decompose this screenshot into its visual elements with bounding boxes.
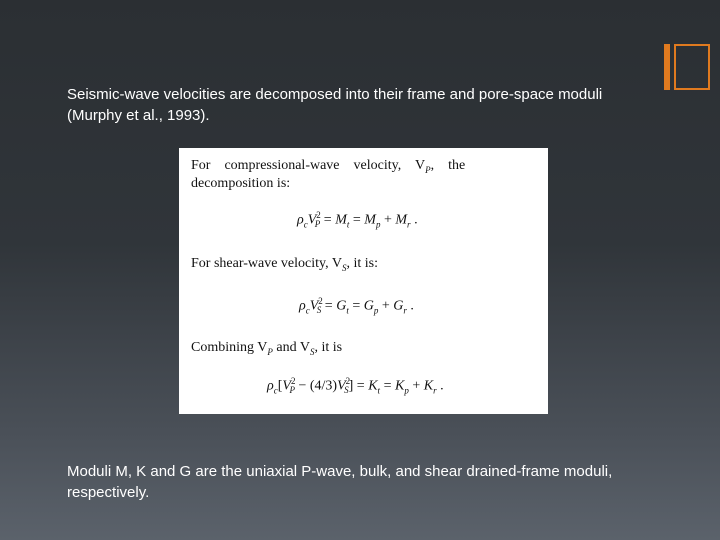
formula-line-decomposition: decomposition is:: [191, 176, 291, 191]
formula-image: [179, 148, 548, 414]
formula-line-combining: Combining $V_P$ and $V_S$, it is: [191, 340, 343, 357]
equation-compressional: $\rho_cV^2_P = M_t = M_p + M_r$ .: [297, 210, 418, 230]
accent-box: [674, 44, 710, 90]
outro-text: Moduli M, K and G are the uniaxial P-wave, bulk, and shear drained-frame moduli, respectively.: [67, 463, 613, 501]
equation-combined: $\rho_c[V^2_P - (4/3)V^2_S] = K_t = K_p + K_r$ .: [267, 376, 444, 396]
equation-shear: $\rho_cV^2_S = G_t = G_p + G_r$ .: [299, 296, 414, 316]
intro-text: Seismic-wave velocities are decomposed into their frame and pore-space moduli (Murphy et al., 1993).: [67, 86, 603, 124]
formula-line-shear: For shear-wave velocity, $V_S$, it is:: [191, 256, 378, 273]
accent-bar: [664, 44, 670, 90]
formula-line-compressional: For compressional-wave velocity, $V_P$, the: [191, 158, 466, 175]
